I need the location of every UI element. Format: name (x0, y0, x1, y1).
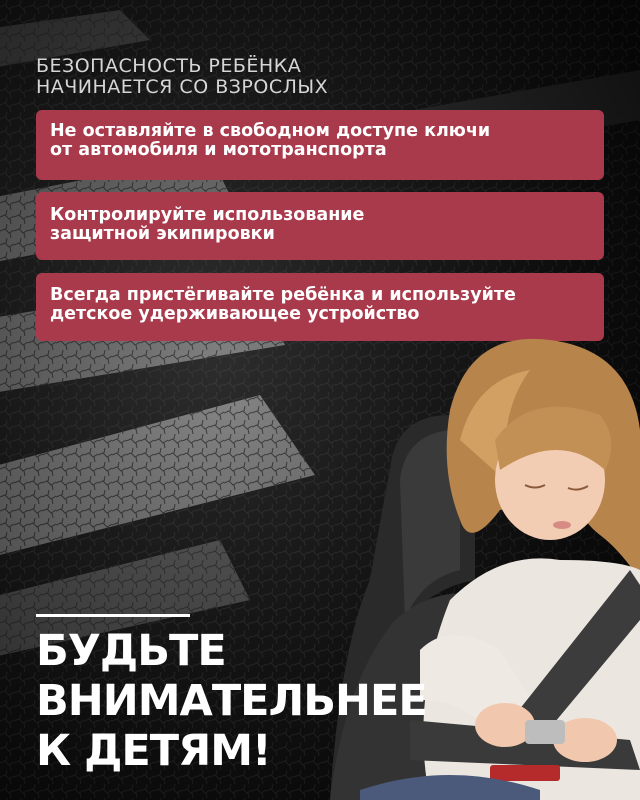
divider (36, 614, 190, 617)
tip-text: детское удерживающее устройство (50, 304, 420, 324)
seat-belt-buckle (525, 720, 565, 744)
headline (36, 56, 328, 98)
headline-line-1: БЕЗОПАСНОСТЬ РЕБЁНКА (36, 55, 302, 77)
tip-text: Контролируйте использование (50, 205, 365, 225)
tip-text: от автомобиля и мототранспорта (50, 140, 387, 160)
tip-card-equipment (36, 192, 604, 260)
headline-line-2: НАЧИНАЕТСЯ СО ВЗРОСЛЫХ (36, 76, 329, 98)
tip-text: защитной экипировки (50, 224, 275, 244)
call-to-action (36, 626, 427, 776)
tip-text: Всегда пристёгивайте ребёнка и используйте (50, 285, 516, 305)
tip-text: Не оставляйте в свободном доступе ключи (50, 121, 491, 141)
tip-card-keys (36, 110, 604, 180)
cta-line-1: БУДЬТЕ (36, 626, 226, 676)
cta-line-2: ВНИМАТЕЛЬНЕЕ (36, 676, 427, 726)
cta-line-3: К ДЕТЯМ! (36, 726, 271, 776)
